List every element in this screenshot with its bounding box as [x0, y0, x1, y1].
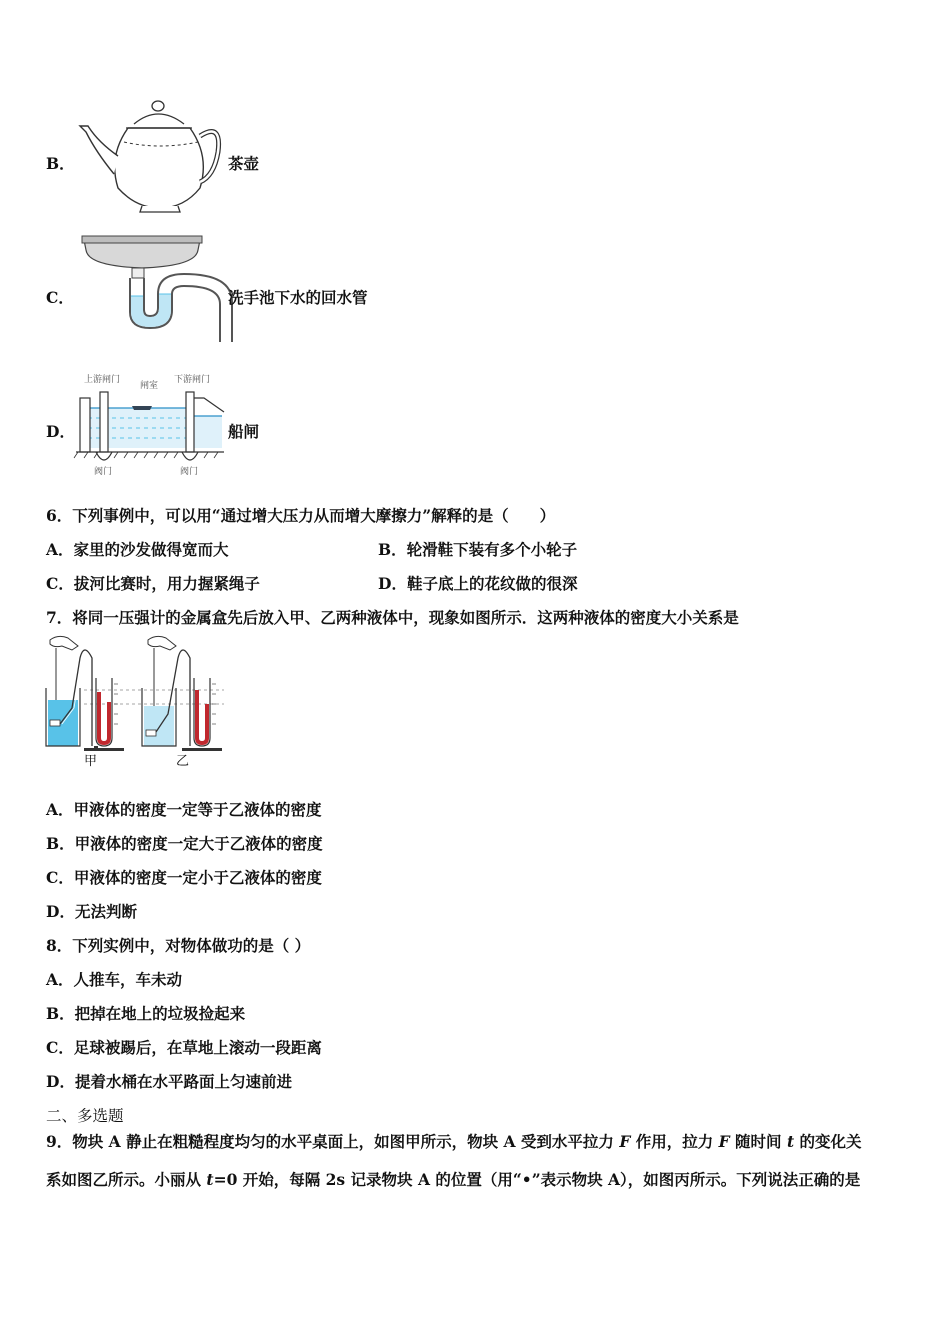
sink-trap-figure	[80, 234, 228, 346]
q7-option-c[interactable]: C．甲液体的密度一定小于乙液体的密度	[46, 868, 322, 887]
q7-option-b[interactable]: B．甲液体的密度一定大于乙液体的密度	[46, 834, 323, 853]
q8-option-b[interactable]: B．把掉在地上的垃圾捡起来	[46, 1004, 246, 1023]
q8-option-c[interactable]: C．足球被踢后，在草地上滚动一段距离	[46, 1038, 322, 1057]
q7-option-d[interactable]: D．无法判断	[46, 902, 137, 921]
option-d-label: 船闸	[228, 422, 260, 441]
q9-text-1a: 9．物块 A 静止在粗糙程度均匀的水平桌面上，如图甲所示，物块 A 受到水平拉力	[46, 1132, 620, 1151]
label-upstream-gate: 上游闸门	[84, 375, 121, 385]
option-c-label: 洗手池下水的回水管	[228, 288, 368, 307]
q9-stem-line1	[46, 1130, 862, 1152]
q6-option-d[interactable]: D．鞋子底上的花纹做的很深	[378, 574, 578, 593]
q7-stem: 7．将同一压强计的金属盒先后放入甲、乙两种液体中，现象如图所示．这两种液体的密度大小关系是	[46, 608, 739, 627]
teapot-figure	[76, 96, 226, 214]
option-c-letter: C．	[46, 288, 74, 307]
q9-text-1b: 作用，拉力	[630, 1132, 719, 1151]
section-title: 二、多选题	[46, 1107, 124, 1125]
ship-lock-figure	[72, 368, 228, 478]
q9-text-1d: 的变化关	[794, 1132, 862, 1151]
q6-option-a[interactable]: A．家里的沙发做得宽而大	[46, 540, 229, 559]
label-jia: 甲	[84, 754, 98, 769]
q6-option-c[interactable]: C．拔河比赛时，用力握紧绳子	[46, 574, 260, 593]
label-valve-right: 阀门	[180, 467, 199, 477]
option-b-letter: B．	[46, 154, 75, 173]
q9-var-t0: t	[206, 1170, 214, 1189]
q9-var-f: F	[619, 1132, 631, 1151]
q9-var-t: t	[786, 1132, 795, 1151]
label-lock-chamber: 闸室	[140, 381, 159, 391]
q9-text-2b: =0 开始，每隔 2s 记录物块 A 的位置（用“•”表示物块 A），如图丙所示。下列说法正确的是	[213, 1170, 861, 1189]
q8-stem: 8．下列实例中，对物体做功的是（ ）	[46, 936, 311, 955]
option-b-label: 茶壶	[228, 154, 260, 173]
label-downstream-gate: 下游闸门	[174, 375, 211, 385]
q8-option-a[interactable]: A．人推车，车未动	[46, 970, 183, 989]
q6-stem: 6．下列事例中，可以用“通过增大压力从而增大摩擦力”解释的是（ ）	[46, 506, 556, 525]
label-valve-left: 阀门	[94, 467, 113, 477]
pressure-gauge-figure	[44, 634, 228, 770]
q6-option-b[interactable]: B．轮滑鞋下装有多个小轮子	[378, 540, 578, 559]
label-yi: 乙	[176, 754, 190, 769]
q9-text-1c: 随时间	[729, 1132, 787, 1151]
option-d-letter: D．	[46, 422, 75, 441]
q9-var-f2: F	[718, 1132, 730, 1151]
q7-option-a[interactable]: A．甲液体的密度一定等于乙液体的密度	[46, 800, 322, 819]
q9-stem-line2	[46, 1168, 860, 1190]
q9-text-2a: 系如图乙所示。小丽从	[46, 1170, 207, 1189]
q8-option-d[interactable]: D．提着水桶在水平路面上匀速前进	[46, 1072, 292, 1091]
